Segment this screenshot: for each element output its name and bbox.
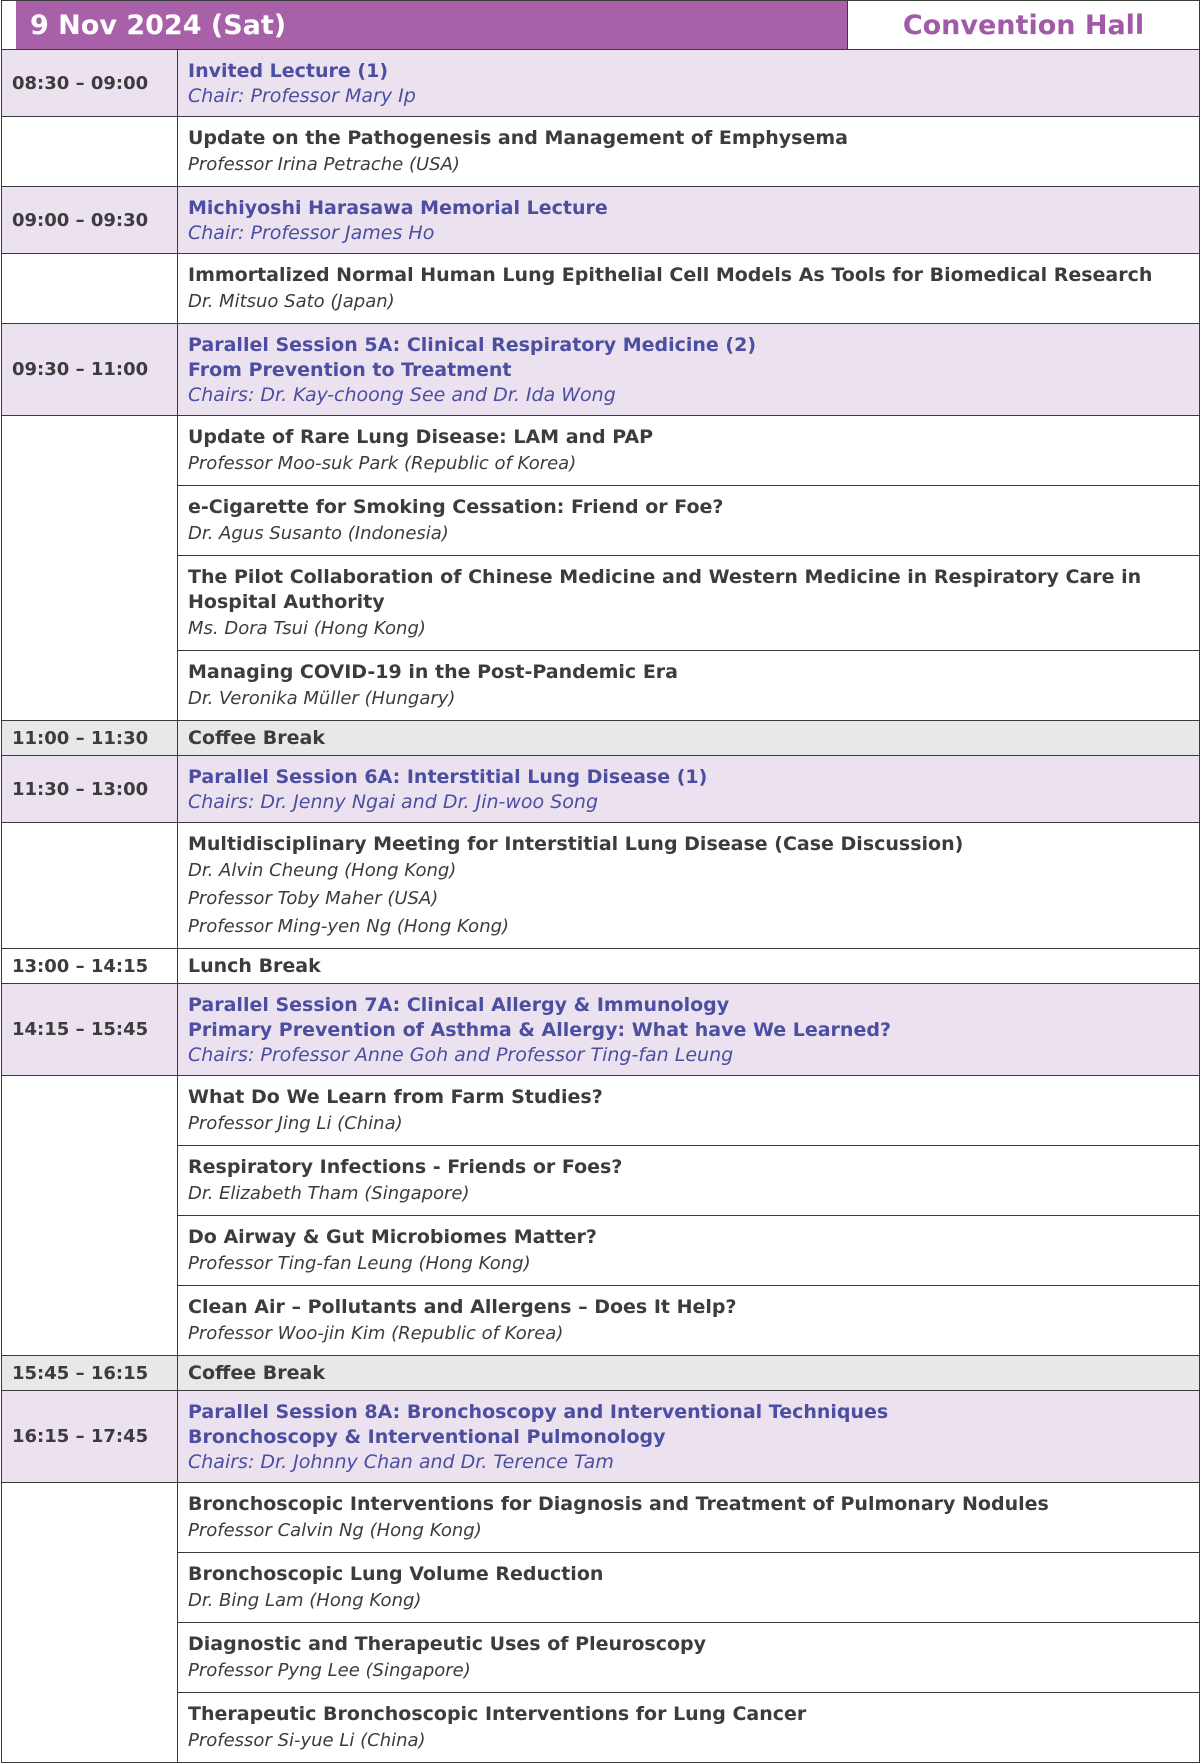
talk-title: The Pilot Collaboration of Chinese Medicine and Western Medicine in Respiratory Care in Hospital Authority (188, 566, 1142, 613)
break-cell (178, 721, 1200, 756)
talk-cell (178, 1553, 1200, 1623)
talk-speaker: Professor Ting-fan Leung (Hong Kong) (188, 1253, 531, 1274)
break-label: Lunch Break (188, 955, 321, 977)
talk-row (2, 416, 1200, 486)
time-slot: 11:00 – 11:30 (2, 721, 178, 756)
program-table (1, 0, 1200, 1763)
talk-speaker: Professor Jing Li (China) (188, 1113, 403, 1134)
talk-title: Bronchoscopic Interventions for Diagnosis and Treatment of Pulmonary Nodules (188, 1493, 1049, 1515)
talk-title: Diagnostic and Therapeutic Uses of Pleuroscopy (188, 1633, 707, 1655)
talk-cell (178, 1076, 1200, 1146)
talk-speaker: Professor Irina Petrache (USA) (188, 154, 460, 175)
talk-speaker: Professor Moo-suk Park (Republic of Korea) (188, 453, 577, 474)
talk-row (2, 1146, 1200, 1216)
time-slot: 15:45 – 16:15 (2, 1356, 178, 1391)
talk-cell (178, 254, 1200, 324)
talk-speaker: Professor Ming-yen Ng (Hong Kong) (188, 916, 510, 937)
time-spacer (2, 1483, 178, 1763)
break-label: Coffee Break (188, 1362, 325, 1384)
talk-row (2, 117, 1200, 187)
talk-speaker: Dr. Bing Lam (Hong Kong) (188, 1590, 422, 1611)
talk-speaker: Professor Toby Maher (USA) (188, 888, 439, 909)
talk-cell (178, 117, 1200, 187)
talk-speaker: Dr. Alvin Cheung (Hong Kong) (188, 860, 457, 881)
time-slot: 09:00 – 09:30 (2, 187, 178, 254)
session-cell (178, 1391, 1200, 1483)
talk-speaker: Dr. Elizabeth Tham (Singapore) (188, 1183, 470, 1204)
talk-title: Managing COVID-19 in the Post-Pandemic Era (188, 661, 678, 683)
time-spacer (2, 117, 178, 187)
talk-speaker: Professor Woo-jin Kim (Republic of Korea) (188, 1323, 564, 1344)
session-cell (178, 324, 1200, 416)
talk-title: Update of Rare Lung Disease: LAM and PAP (188, 426, 654, 448)
talk-title: What Do We Learn from Farm Studies? (188, 1086, 603, 1108)
break-row (2, 1356, 1200, 1391)
talk-row (2, 486, 1200, 556)
talk-row (2, 1286, 1200, 1356)
talk-cell (178, 1216, 1200, 1286)
talk-cell (178, 1623, 1200, 1693)
session-title: Parallel Session 5A: Clinical Respiratory Medicine (2) (188, 334, 757, 356)
session-title: Parallel Session 7A: Clinical Allergy & Immunology (188, 994, 730, 1016)
talk-title: Therapeutic Bronchoscopic Interventions for Lung Cancer (188, 1703, 807, 1725)
talk-row (2, 556, 1200, 651)
talk-title: Multidisciplinary Meeting for Interstitial Lung Disease (Case Discussion) (188, 833, 964, 855)
talk-speaker: Professor Calvin Ng (Hong Kong) (188, 1520, 482, 1541)
talk-row (2, 823, 1200, 949)
talk-title: Clean Air – Pollutants and Allergens – Does It Help? (188, 1296, 737, 1318)
talk-title: Respiratory Infections - Friends or Foes? (188, 1156, 623, 1178)
talk-cell (178, 1483, 1200, 1553)
header-date-label: 9 Nov 2024 (Sat) (16, 1, 848, 49)
break-cell (178, 1356, 1200, 1391)
session-title: Parallel Session 8A: Bronchoscopy and Interventional Techniques (188, 1401, 889, 1423)
session-chair: Chair: Professor James Ho (188, 222, 435, 244)
time-slot: 11:30 – 13:00 (2, 756, 178, 823)
talk-cell (178, 1286, 1200, 1356)
time-slot: 16:15 – 17:45 (2, 1391, 178, 1483)
session-row (2, 324, 1200, 416)
session-title: Parallel Session 6A: Interstitial Lung Disease (1) (188, 766, 708, 788)
session-cell (178, 50, 1200, 117)
break-cell (178, 949, 1200, 984)
session-title: From Prevention to Treatment (188, 359, 512, 381)
header-row (2, 1, 1200, 50)
time-spacer (2, 823, 178, 949)
session-title: Bronchoscopy & Interventional Pulmonology (188, 1426, 666, 1448)
session-title: Invited Lecture (1) (188, 60, 389, 82)
talk-row (2, 651, 1200, 721)
break-label: Coffee Break (188, 727, 325, 749)
talk-title: Do Airway & Gut Microbiomes Matter? (188, 1226, 597, 1248)
talk-cell (178, 416, 1200, 486)
talk-speaker: Professor Pyng Lee (Singapore) (188, 1660, 471, 1681)
talk-speaker: Dr. Veronika Müller (Hungary) (188, 688, 456, 709)
talk-speaker: Professor Si-yue Li (China) (188, 1730, 426, 1751)
session-title: Michiyoshi Harasawa Memorial Lecture (188, 197, 608, 219)
header-bar (16, 1, 1199, 49)
talk-title: Update on the Pathogenesis and Management of Emphysema (188, 127, 848, 149)
talk-title: Immortalized Normal Human Lung Epithelial Cell Models As Tools for Biomedical Research (188, 264, 1153, 286)
time-spacer (2, 254, 178, 324)
talk-row (2, 1623, 1200, 1693)
talk-row (2, 1553, 1200, 1623)
talk-speaker: Dr. Mitsuo Sato (Japan) (188, 291, 395, 312)
session-chair: Chair: Professor Mary Ip (188, 85, 416, 107)
session-row (2, 756, 1200, 823)
talk-speaker: Dr. Agus Susanto (Indonesia) (188, 523, 449, 544)
talk-cell (178, 556, 1200, 651)
talk-title: e-Cigarette for Smoking Cessation: Friend or Foe? (188, 496, 724, 518)
session-chair: Chairs: Professor Anne Goh and Professor Ting-fan Leung (188, 1044, 734, 1066)
session-chair: Chairs: Dr. Jenny Ngai and Dr. Jin-woo Song (188, 791, 599, 813)
talk-cell (178, 651, 1200, 721)
header-venue-label: Convention Hall (848, 1, 1199, 49)
talk-cell (178, 1693, 1200, 1763)
time-spacer (2, 416, 178, 721)
talk-cell (178, 486, 1200, 556)
time-slot: 09:30 – 11:00 (2, 324, 178, 416)
session-cell (178, 756, 1200, 823)
session-chair: Chairs: Dr. Kay-choong See and Dr. Ida Wong (188, 384, 616, 406)
break-row (2, 949, 1200, 984)
session-row (2, 187, 1200, 254)
talk-title: Bronchoscopic Lung Volume Reduction (188, 1563, 604, 1585)
session-cell (178, 984, 1200, 1076)
talk-speaker: Ms. Dora Tsui (Hong Kong) (188, 618, 426, 639)
session-title: Primary Prevention of Asthma & Allergy: What have We Learned? (188, 1019, 891, 1041)
session-row (2, 984, 1200, 1076)
talk-cell (178, 823, 1200, 949)
time-slot: 08:30 – 09:00 (2, 50, 178, 117)
time-slot: 13:00 – 14:15 (2, 949, 178, 984)
talk-cell (178, 1146, 1200, 1216)
header-date (2, 1, 1200, 50)
talk-row (2, 1483, 1200, 1553)
time-slot: 14:15 – 15:45 (2, 984, 178, 1076)
session-cell (178, 187, 1200, 254)
session-row (2, 50, 1200, 117)
talk-row (2, 1076, 1200, 1146)
session-row (2, 1391, 1200, 1483)
talk-row (2, 254, 1200, 324)
break-row (2, 721, 1200, 756)
talk-row (2, 1693, 1200, 1763)
talk-row (2, 1216, 1200, 1286)
time-spacer (2, 1076, 178, 1356)
session-chair: Chairs: Dr. Johnny Chan and Dr. Terence Tam (188, 1451, 614, 1473)
